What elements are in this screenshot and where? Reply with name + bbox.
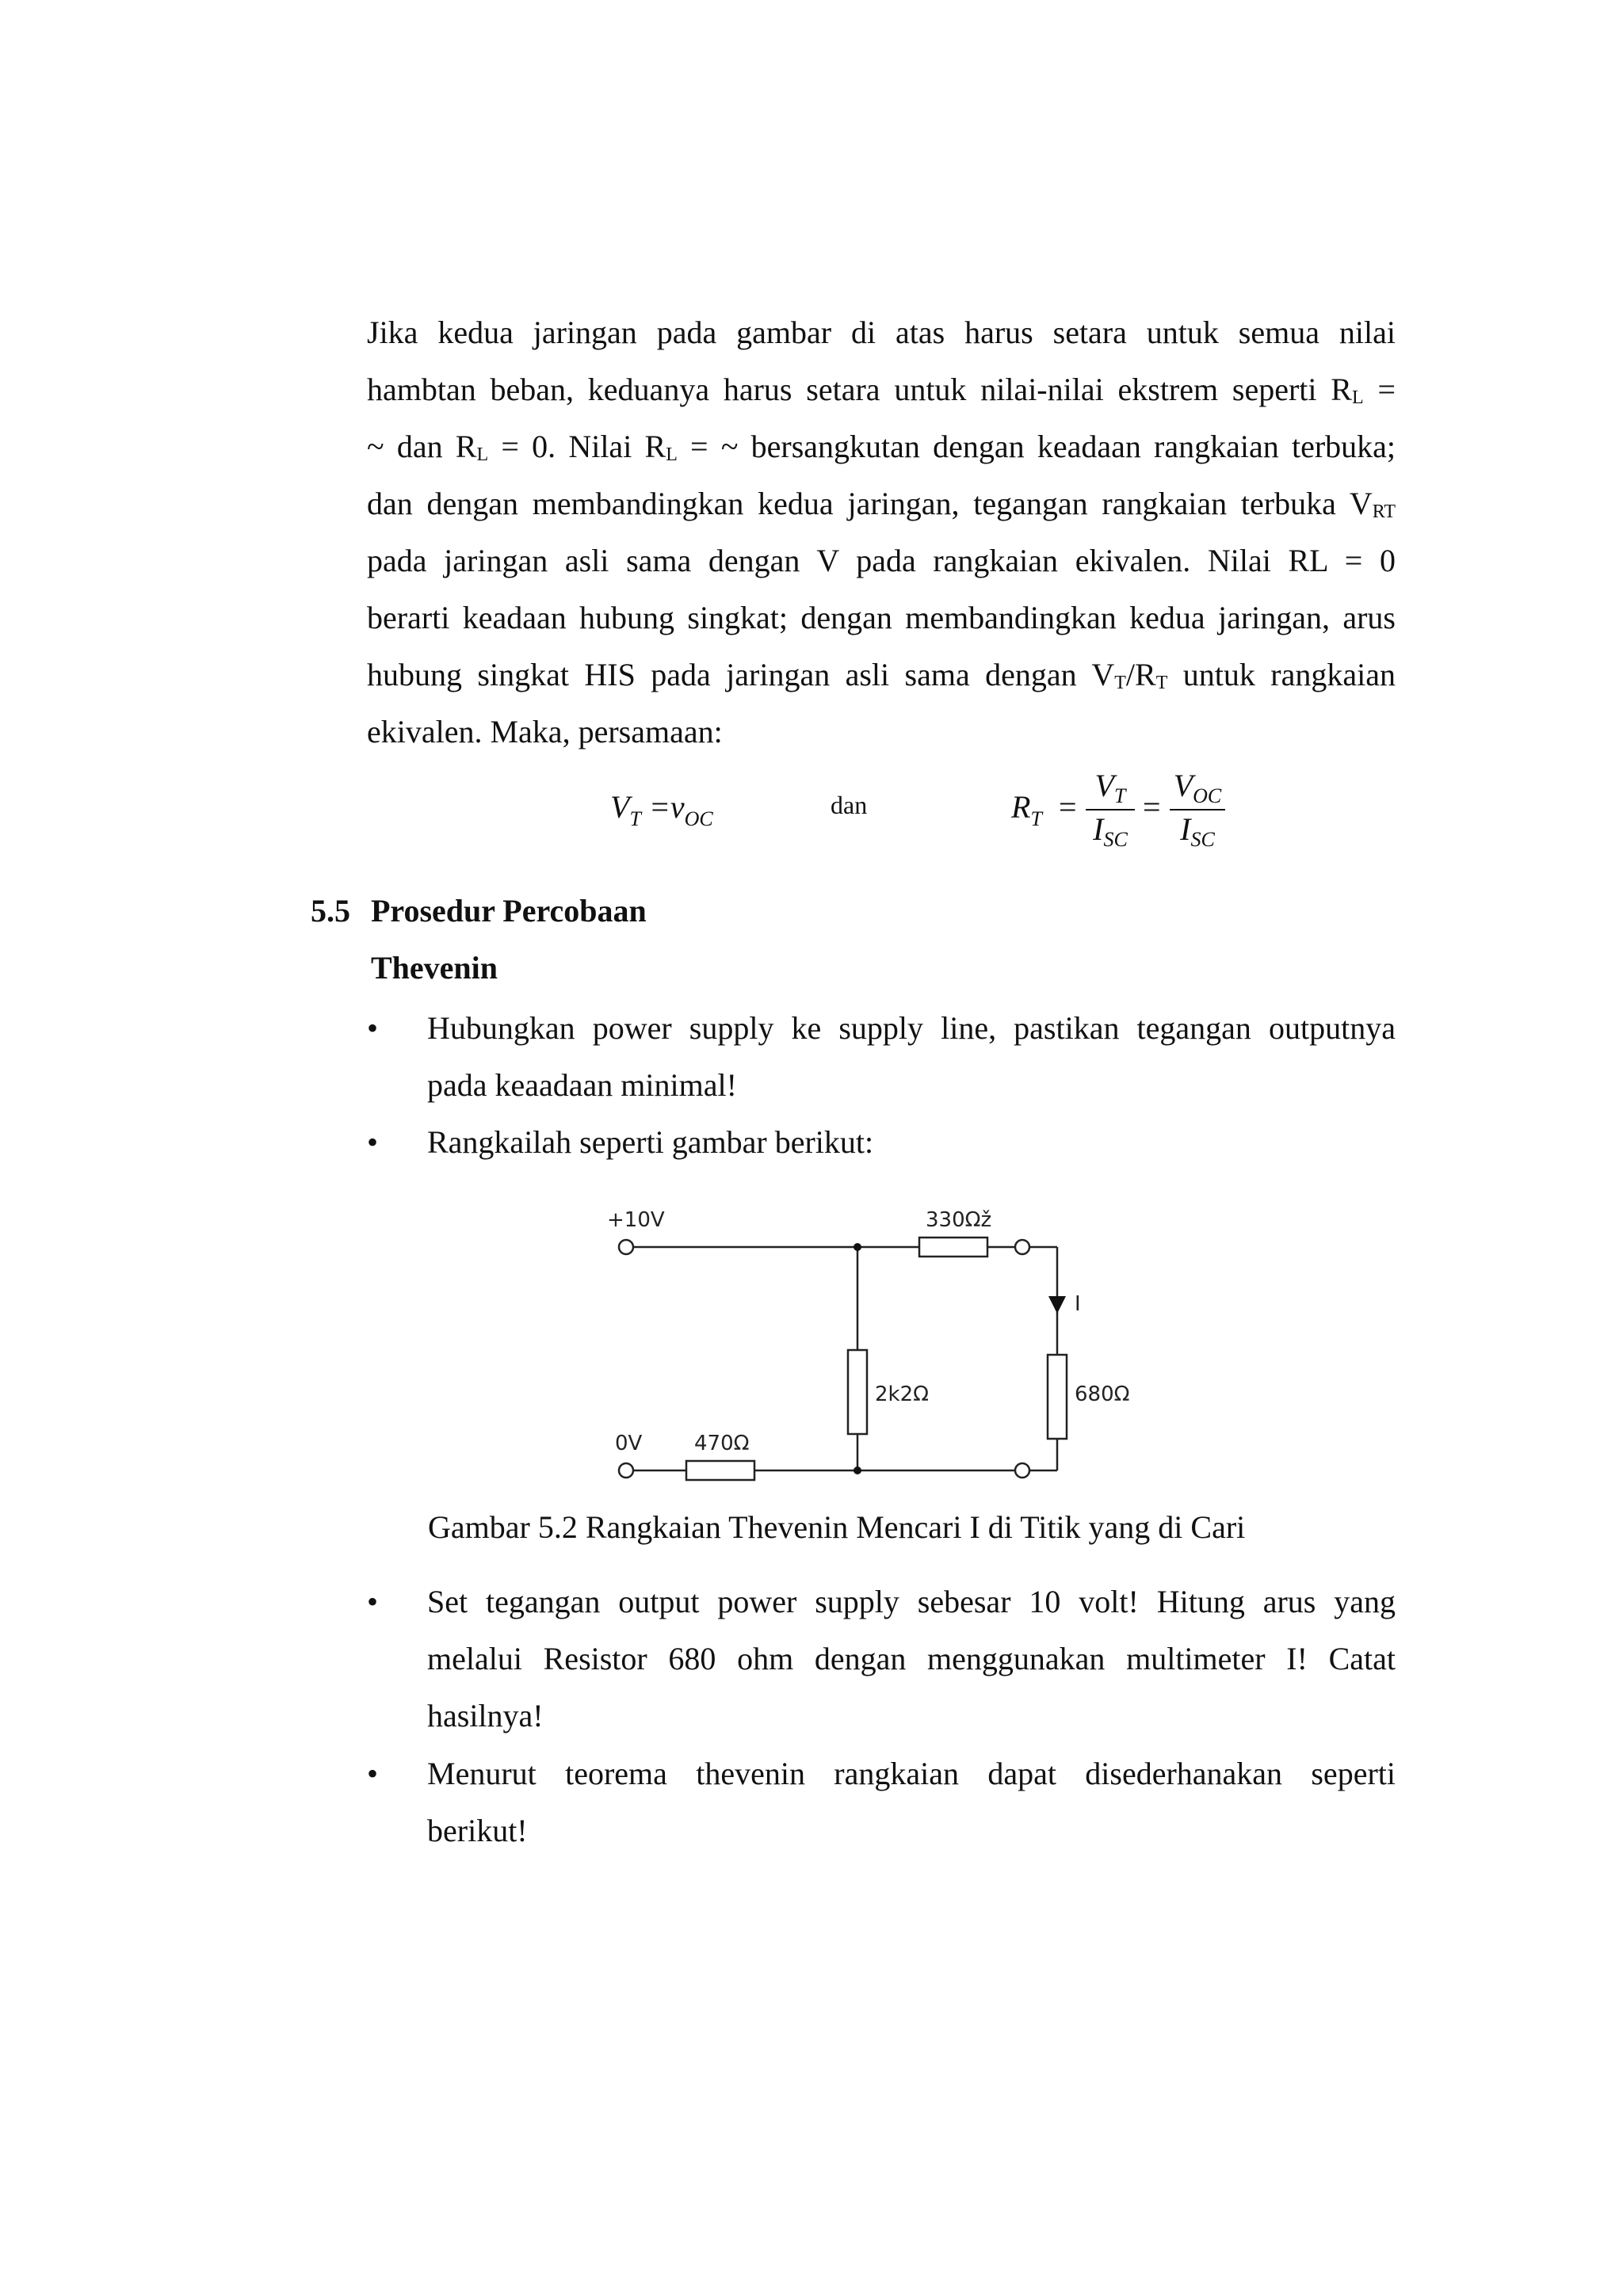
bullet-text-4 xyxy=(427,1745,1396,1859)
terminal-ground xyxy=(619,1463,633,1478)
bullet-1-line-2: pada keaadaan minimal! xyxy=(427,1067,737,1103)
junction-top xyxy=(854,1243,861,1251)
bullet-4-line-1: Menurut teorema thevenin rangkaian dapat disederhanakan seperti xyxy=(427,1756,1396,1791)
eq2-lhs-sub: T xyxy=(1030,807,1042,830)
label-r-330: 330Ωž xyxy=(926,1208,992,1232)
bullet-dot: • xyxy=(367,1124,379,1160)
intro-line-4-sub: RT xyxy=(1372,502,1396,522)
intro-line-2-text: hambtan beban, keduanya harus setara untuk nilai-nilai ekstrem seperti R xyxy=(367,372,1352,407)
intro-line-7-mid: /R xyxy=(1125,657,1156,692)
intro-line-3 xyxy=(367,418,1396,475)
junction-bottom xyxy=(854,1466,861,1474)
intro-line-2 xyxy=(367,361,1396,418)
current-arrow-icon xyxy=(1048,1296,1066,1314)
frac2-num-text: V xyxy=(1173,768,1193,803)
eq1-lhs-sub: T xyxy=(629,807,641,830)
terminal-top-right xyxy=(1015,1240,1029,1254)
bullet-3-line-2: melalui Resistor 680 ohm dengan menggunakan multimeter I! Catat xyxy=(427,1641,1396,1676)
resistor-2k2 xyxy=(848,1350,867,1434)
label-r-2k2: 2k2Ω xyxy=(875,1383,930,1406)
resistor-330 xyxy=(919,1238,987,1257)
intro-line-7-tail: untuk rangkaian xyxy=(1167,657,1396,692)
bullet-dot: • xyxy=(367,1584,379,1619)
label-r-470: 470Ω xyxy=(694,1432,750,1455)
bullet-2-line-1: Rangkailah seperti gambar berikut: xyxy=(427,1124,874,1160)
frac2-den-text: I xyxy=(1180,811,1191,847)
terminal-bottom-right xyxy=(1015,1463,1029,1478)
intro-line-1: Jika kedua jaringan pada gambar di atas harus setara untuk semua nilai xyxy=(367,315,1396,350)
eq1-lhs: V xyxy=(610,789,630,825)
bullet-4-line-2: berikut! xyxy=(427,1813,528,1848)
intro-line-7-sub2: T xyxy=(1155,673,1168,693)
intro-line-3-sub1: L xyxy=(476,444,489,465)
figure-caption: Gambar 5.2 Rangkaian Thevenin Mencari I di Titik yang di Cari xyxy=(428,1509,1246,1545)
intro-line-2-tail: = xyxy=(1363,372,1396,407)
eq1-eq: =v xyxy=(640,789,685,825)
eq1-rhs-sub: OC xyxy=(684,807,713,830)
equation-rt-lhs xyxy=(1011,788,1042,830)
intro-line-2-sub: L xyxy=(1351,387,1364,408)
intro-line-4-text: dan dengan membandingkan kedua jaringan, tegangan rangkaian terbuka V xyxy=(367,486,1373,521)
intro-line-4 xyxy=(367,475,1396,532)
intro-line-6: berarti keadaan hubung singkat; dengan membandingkan kedua jaringan, arus xyxy=(367,600,1396,635)
frac1-den xyxy=(1086,812,1135,851)
intro-line-7-text: hubung singkat HIS pada jaringan asli sama dengan V xyxy=(367,657,1115,692)
bullet-1-line-1: Hubungkan power supply ke supply line, pastikan tegangan outputnya xyxy=(427,1010,1396,1046)
intro-line-8: ekivalen. Maka, persamaan: xyxy=(367,714,723,749)
bullet-3-line-3: hasilnya! xyxy=(427,1698,544,1733)
frac1-num xyxy=(1086,769,1135,807)
eq2-equals-1: = xyxy=(1059,789,1077,825)
thevenin-circuit-diagram xyxy=(586,1188,1141,1489)
terminal-supply xyxy=(619,1240,633,1254)
label-supply: +10V xyxy=(607,1208,665,1232)
intro-line-3-mid: = 0. Nilai R xyxy=(488,429,666,464)
bullet-dot: • xyxy=(367,1010,379,1046)
intro-line-7-sub1: T xyxy=(1114,673,1126,693)
frac1-den-sub: SC xyxy=(1103,828,1128,851)
frac2-den-sub: SC xyxy=(1190,828,1215,851)
frac1-den-text: I xyxy=(1093,811,1104,847)
bullet-dot: • xyxy=(367,1756,379,1791)
bullet-3-line-1: Set tegangan output power supply sebesar 10 volt! Hitung arus yang xyxy=(427,1584,1396,1619)
intro-line-3-text: ~ dan R xyxy=(367,429,477,464)
resistor-680 xyxy=(1048,1355,1067,1439)
intro-paragraph xyxy=(367,304,1396,761)
label-ground: 0V xyxy=(615,1432,643,1455)
fraction-vt-isc xyxy=(1086,769,1135,851)
frac1-bar xyxy=(1086,809,1135,810)
frac1-num-text: V xyxy=(1094,768,1114,803)
resistor-470 xyxy=(686,1461,754,1480)
frac2-den xyxy=(1170,812,1225,851)
eq2-lhs: R xyxy=(1011,789,1031,825)
frac2-num xyxy=(1170,769,1225,807)
bullet-text-2 xyxy=(427,1114,1396,1171)
intro-line-3-tail: = ~ bersangkutan dengan keadaan rangkaian terbuka; xyxy=(677,429,1396,464)
frac2-num-sub: OC xyxy=(1193,784,1222,807)
equation-connector: dan xyxy=(831,791,868,819)
section-subtitle: Thevenin xyxy=(371,950,498,986)
bullet-text-1 xyxy=(427,1000,1396,1114)
equation-vt xyxy=(610,788,713,830)
intro-line-5: pada jaringan asli sama dengan V pada rangkaian ekivalen. Nilai RL = 0 xyxy=(367,543,1396,578)
fraction-voc-isc xyxy=(1170,769,1225,851)
section-title: Prosedur Percobaan xyxy=(371,893,647,929)
frac2-bar xyxy=(1170,809,1225,810)
intro-line-3-sub2: L xyxy=(666,444,678,465)
label-r-680: 680Ω xyxy=(1075,1383,1130,1406)
section-number: 5.5 xyxy=(311,893,350,929)
frac1-num-sub: T xyxy=(1113,784,1126,807)
label-current: I xyxy=(1075,1292,1081,1316)
intro-line-7 xyxy=(367,646,1396,704)
eq2-equals-2: = xyxy=(1143,789,1161,825)
bullet-text-3 xyxy=(427,1573,1396,1745)
